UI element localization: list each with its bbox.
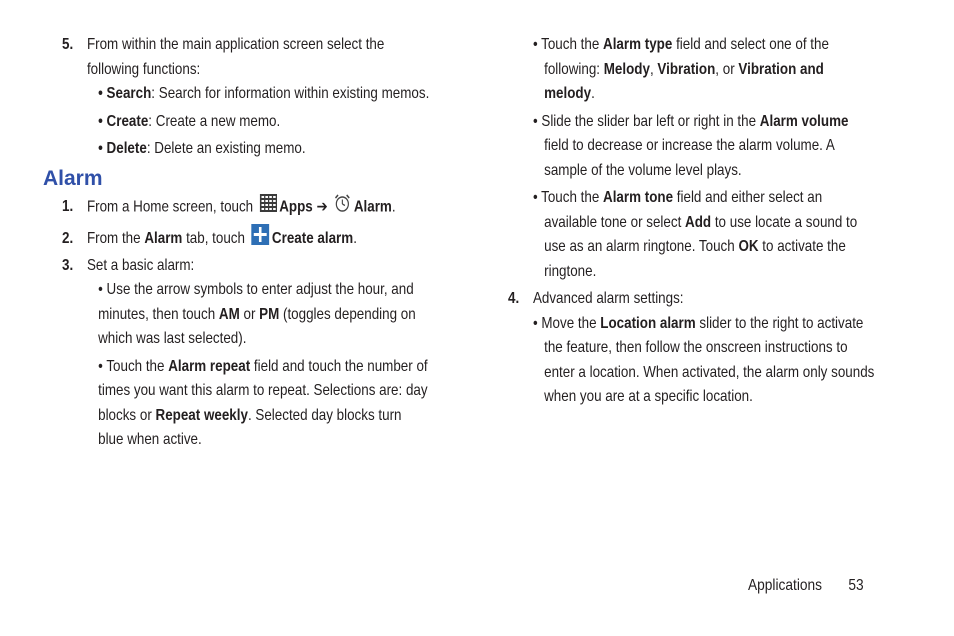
- bullet-text: blocks or: [98, 406, 156, 424]
- step-2: [62, 224, 406, 254]
- bullet-text: when you are at a specific location.: [544, 388, 753, 405]
- term-search: Search: [106, 85, 152, 102]
- bullet-alarm-tone-cont: [508, 235, 852, 260]
- alarm-tab-label: Alarm: [144, 229, 183, 247]
- bullet-text: to activate the: [758, 238, 846, 255]
- bullet: •: [98, 112, 103, 130]
- bullet-text: Touch the: [541, 189, 604, 206]
- bullet-arrow-symbols-cont: [62, 303, 416, 328]
- bullet-alarm-repeat-cont: [62, 379, 428, 404]
- left-column: [43, 33, 462, 453]
- bullet-location-alarm: [508, 312, 864, 337]
- vibration-and-melody-label: Vibration and: [738, 60, 824, 78]
- bullet-text: Move the: [541, 314, 601, 332]
- bullet: •: [532, 36, 538, 53]
- bullet-location-alarm-cont: [508, 385, 852, 410]
- melody-label: Melody: [603, 60, 650, 78]
- bullet-location-alarm-cont: [508, 336, 852, 361]
- apps-label: Apps: [279, 197, 313, 215]
- bullet-alarm-tone-cont: [508, 260, 852, 285]
- bullet-text: minutes, then touch: [98, 305, 219, 323]
- step-text: Advanced alarm settings:: [532, 290, 684, 307]
- bullet-arrow-symbols: [62, 278, 414, 303]
- apps-grid-icon: [259, 194, 276, 221]
- bullet-text: enter a location. When activated, the alarm only sounds: [544, 363, 875, 381]
- bullet-text: (toggles depending on: [279, 305, 416, 323]
- step-text: From a Home screen, touch: [86, 197, 254, 215]
- function-create: [62, 110, 406, 135]
- alarm-clock-icon: [334, 193, 351, 222]
- vibration-label: Vibration: [657, 60, 716, 78]
- bullet-alarm-volume: [508, 110, 852, 135]
- bullet-text: Slide the slider bar left or right in the: [541, 112, 760, 130]
- create-alarm-label: Create alarm: [271, 229, 354, 247]
- bullet-text: ringtone.: [544, 262, 597, 280]
- bullet-alarm-type: [508, 33, 852, 58]
- bullet-text: slider to the right to activate: [695, 314, 864, 332]
- bullet-text: field and touch the number of: [250, 357, 428, 375]
- page-footer: [748, 577, 864, 595]
- bullet-text: use as an alarm ringtone. Touch: [544, 238, 739, 255]
- bullet-text: which was last selected).: [98, 330, 247, 347]
- term-delete: Delete: [106, 140, 147, 157]
- bullet-text: following:: [544, 60, 604, 78]
- step-number: 5.: [62, 36, 74, 53]
- bullet-arrow-symbols-cont: [62, 327, 406, 352]
- alarm-repeat-label: Alarm repeat: [168, 357, 251, 375]
- step-1: [62, 193, 406, 222]
- step-4: [508, 287, 852, 312]
- punct: .: [391, 197, 396, 215]
- step-text: Set a basic alarm:: [86, 256, 195, 274]
- punct: , or: [715, 60, 739, 78]
- bullet-alarm-tone: [508, 186, 852, 211]
- bullet-text: available tone or select: [544, 213, 686, 231]
- bullet-text: or: [239, 305, 260, 323]
- bullet: •: [532, 314, 538, 332]
- bullet-text: . Selected day blocks turn: [247, 406, 402, 424]
- term-desc: : Search for information within existing memos.: [151, 85, 430, 102]
- bullet-text: field and either select an: [673, 189, 823, 206]
- bullet-alarm-repeat: [62, 355, 428, 380]
- bullet: •: [532, 112, 538, 130]
- step-text: From within the main application screen select the: [86, 36, 385, 53]
- bullet-text: Touch the: [541, 36, 604, 53]
- bullet-text: Touch the: [106, 357, 169, 375]
- bullet-text: Use the arrow symbols to enter adjust the hour, and: [106, 281, 414, 298]
- bullet-alarm-repeat-cont: [62, 428, 406, 453]
- step-3: [62, 254, 406, 279]
- term-desc: : Create a new memo.: [148, 112, 281, 130]
- bullet: •: [98, 85, 103, 102]
- footer-section: Applications: [748, 577, 823, 594]
- bullet: •: [98, 281, 103, 298]
- step-number: 2.: [62, 229, 74, 247]
- bullet-text: the feature, then follow the onscreen instructions to: [544, 339, 848, 356]
- add-label: Add: [685, 213, 712, 231]
- bullet-alarm-repeat-cont: [62, 404, 406, 429]
- right-column: [508, 33, 908, 410]
- term-create: Create: [106, 112, 149, 130]
- alarm-volume-label: Alarm volume: [759, 112, 849, 130]
- step-text: tab, touch: [182, 229, 245, 247]
- section-heading-alarm: Alarm: [43, 166, 103, 190]
- location-alarm-label: Location alarm: [600, 314, 696, 332]
- step-number: 3.: [62, 256, 74, 274]
- bullet-alarm-volume-cont: [508, 159, 852, 184]
- alarm-label: Alarm: [353, 197, 392, 215]
- bullet-location-alarm-cont: [508, 361, 875, 386]
- bullet: •: [98, 140, 103, 157]
- term-desc: : Delete an existing memo.: [146, 140, 306, 157]
- function-delete: [62, 137, 406, 162]
- punct: ,: [649, 60, 658, 78]
- bullet-text: field and select one of the: [672, 36, 829, 53]
- arrow-icon: ➔: [316, 197, 328, 215]
- vibration-and-melody-label: melody: [544, 85, 592, 102]
- bullet-alarm-tone-cont: [508, 211, 858, 236]
- repeat-weekly-label: Repeat weekly: [155, 406, 248, 424]
- punct: .: [353, 229, 357, 247]
- bullet-text: times you want this alarm to repeat. Selections are: day: [98, 382, 428, 399]
- page-number: 53: [848, 577, 864, 594]
- bullet: •: [98, 357, 103, 375]
- bullet-text: to use locate a sound to: [711, 213, 858, 231]
- plus-icon: [251, 224, 269, 254]
- step-number: 1.: [62, 197, 74, 215]
- bullet-alarm-volume-cont: [508, 134, 852, 159]
- bullet-alarm-type-cont: [508, 58, 852, 83]
- ok-label: OK: [738, 238, 759, 255]
- pm-label: PM: [259, 305, 280, 323]
- alarm-type-label: Alarm type: [603, 36, 673, 53]
- bullet-text: field to decrease or increase the alarm volume. A: [544, 137, 835, 154]
- step-text: From the: [86, 229, 145, 247]
- bullet-alarm-type-cont: [508, 82, 852, 107]
- am-label: AM: [218, 305, 240, 323]
- step-number: 4.: [508, 290, 520, 307]
- function-search: [62, 82, 430, 107]
- step-text: following functions:: [86, 60, 201, 78]
- punct: .: [591, 85, 595, 102]
- step-5: [62, 33, 406, 58]
- step-5-cont: [62, 58, 406, 83]
- bullet-text: sample of the volume level plays.: [544, 161, 742, 179]
- alarm-tone-label: Alarm tone: [603, 189, 674, 206]
- bullet: •: [532, 189, 538, 206]
- bullet-text: blue when active.: [98, 431, 202, 448]
